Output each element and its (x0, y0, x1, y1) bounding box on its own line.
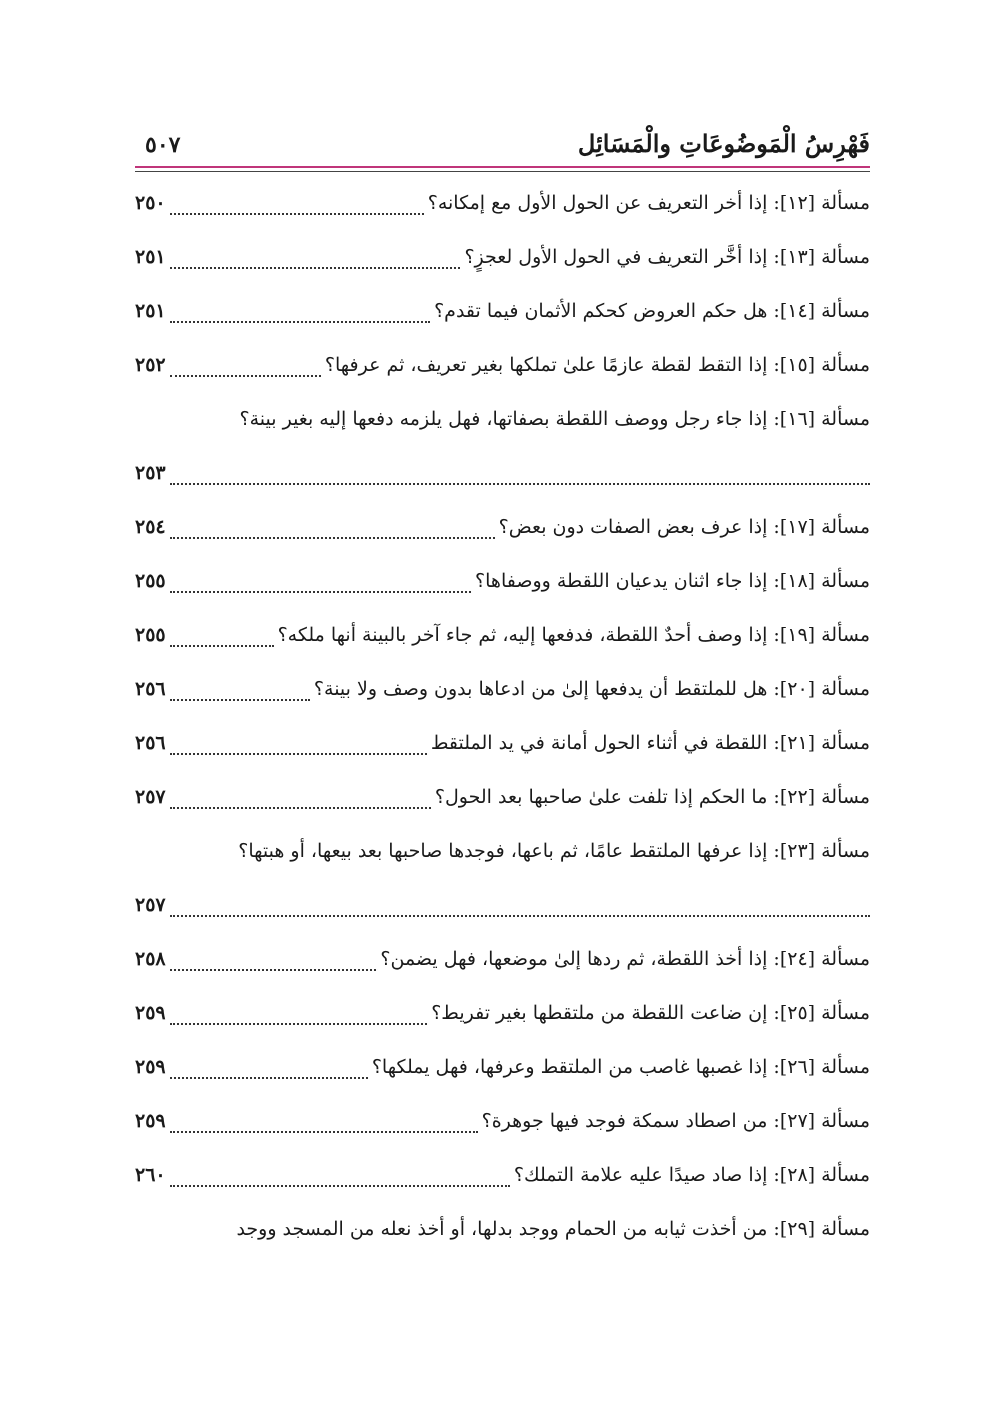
entry-page: ٢٥٩ (135, 1056, 166, 1078)
dot-leader (170, 523, 495, 539)
entry-text: مسألة [٢٢]: ما الحكم إذا تلفت علىٰ صاحبها بعد الحول؟ (434, 786, 870, 808)
index-entry (135, 392, 870, 446)
dot-leader (170, 685, 310, 701)
entry-text: مسألة [٢٨]: إذا صاد صيدًا عليه علامة التملك؟ (513, 1164, 870, 1186)
index-entry (135, 770, 870, 824)
dot-leader (170, 901, 870, 917)
entry-page: ٢٥٤ (135, 516, 166, 538)
index-page (135, 118, 870, 1256)
entry-text: مسألة [٢٤]: إذا أخذ اللقطة، ثم ردها إلىٰ موضعها، فهل يضمن؟ (380, 948, 870, 970)
entry-text: مسألة [١٧]: إذا عرف بعض الصفات دون بعض؟ (498, 516, 870, 538)
index-entry (135, 176, 870, 230)
index-entry (135, 716, 870, 770)
running-header (135, 118, 870, 158)
entry-page: ٢٥٩ (135, 1002, 166, 1024)
dot-leader (170, 1117, 478, 1133)
entry-page: ٢٥٩ (135, 1110, 166, 1132)
dot-leader (170, 739, 427, 755)
dot-leader (170, 361, 321, 377)
entry-text: مسألة [١٦]: إذا جاء رجل ووصف اللقطة بصفاتها، فهل يلزمه دفعها إليه بغير بينة؟ (239, 408, 870, 430)
entry-page: ٢٥٣ (135, 462, 166, 484)
header-rule (135, 171, 870, 172)
entry-page: ٢٦٠ (135, 1164, 166, 1186)
index-entry (135, 1094, 870, 1148)
index-entry (135, 1202, 870, 1256)
dot-leader (170, 469, 870, 485)
header-rule-accent (135, 166, 870, 168)
index-entry (135, 338, 870, 392)
dot-leader (170, 1009, 428, 1025)
entry-text: مسألة [١٤]: هل حكم العروض كحكم الأثمان فيما تقدم؟ (434, 300, 870, 322)
index-entry (135, 824, 870, 878)
entry-text: مسألة [١٣]: إذا أخَّر التعريف في الحول الأول لعجزٍ؟ (464, 246, 870, 268)
entry-page: ٢٥٠ (135, 192, 166, 214)
entry-page: ٢٥٨ (135, 948, 166, 970)
entry-page: ٢٥٦ (135, 732, 166, 754)
index-entry (135, 608, 870, 662)
entry-text: مسألة [٢٩]: من أخذت ثيابه من الحمام ووجد بدلها، أو أخذ نعله من المسجد ووجد (236, 1218, 870, 1240)
dot-leader (170, 1063, 368, 1079)
entry-page: ٢٥٥ (135, 624, 166, 646)
dot-leader (170, 199, 424, 215)
index-entry (135, 284, 870, 338)
dot-leader (170, 955, 377, 971)
entry-text: مسألة [٢٠]: هل للملتقط أن يدفعها إلىٰ من ادعاها بدون وصف ولا بينة؟ (313, 678, 870, 700)
index-entry-continuation (135, 446, 870, 500)
index-entry (135, 500, 870, 554)
dot-leader (170, 1171, 510, 1187)
index-entry-continuation (135, 878, 870, 932)
index-entry (135, 554, 870, 608)
dot-leader (170, 253, 461, 269)
entry-page: ٢٥١ (135, 300, 166, 322)
entry-page: ٢٥٧ (135, 786, 166, 808)
entry-page: ٢٥٥ (135, 570, 166, 592)
entry-text: مسألة [١٨]: إذا جاء اثنان يدعيان اللقطة ووصفاها؟ (475, 570, 870, 592)
entry-text: مسألة [٢١]: اللقطة في أثناء الحول أمانة في يد الملتقط (430, 732, 870, 754)
entry-text: مسألة [١٥]: إذا التقط لقطة عازمًا علىٰ تملكها بغير تعريف، ثم عرفها؟ (324, 354, 870, 376)
index-entry (135, 986, 870, 1040)
entry-text: مسألة [٢٦]: إذا غصبها غاصب من الملتقط وعرفها، فهل يملكها؟ (371, 1056, 870, 1078)
index-entry (135, 230, 870, 284)
index-entry (135, 1040, 870, 1094)
entry-page: ٢٥١ (135, 246, 166, 268)
entry-text: مسألة [١٢]: إذا أخر التعريف عن الحول الأول مع إمكانه؟ (427, 192, 870, 214)
entry-text: مسألة [٢٥]: إن ضاعت اللقطة من ملتقطها بغير تفريط؟ (431, 1002, 870, 1024)
entry-text: مسألة [٢٣]: إذا عرفها الملتقط عامًا، ثم باعها، فوجدها صاحبها بعد بيعها، أو هبتها؟ (238, 840, 870, 862)
index-entry (135, 932, 870, 986)
entry-text: مسألة [١٩]: إذا وصف أحدٌ اللقطة، فدفعها إليه، ثم جاء آخر بالبينة أنها ملكه؟ (277, 624, 870, 646)
entry-page: ٢٥٢ (135, 354, 166, 376)
index-entry (135, 662, 870, 716)
dot-leader (170, 307, 430, 323)
index-entries (135, 176, 870, 1256)
entry-page: ٢٥٦ (135, 678, 166, 700)
dot-leader (170, 631, 274, 647)
dot-leader (170, 793, 431, 809)
header-title: فَهْرِسُ الْمَوضُوعَاتِ والْمَسَائِل (577, 129, 870, 158)
entry-page: ٢٥٧ (135, 894, 166, 916)
entry-text: مسألة [٢٧]: من اصطاد سمكة فوجد فيها جوهرة؟ (481, 1110, 870, 1132)
dot-leader (170, 577, 471, 593)
header-page-number: ٥٠٧ (145, 132, 181, 158)
index-entry (135, 1148, 870, 1202)
